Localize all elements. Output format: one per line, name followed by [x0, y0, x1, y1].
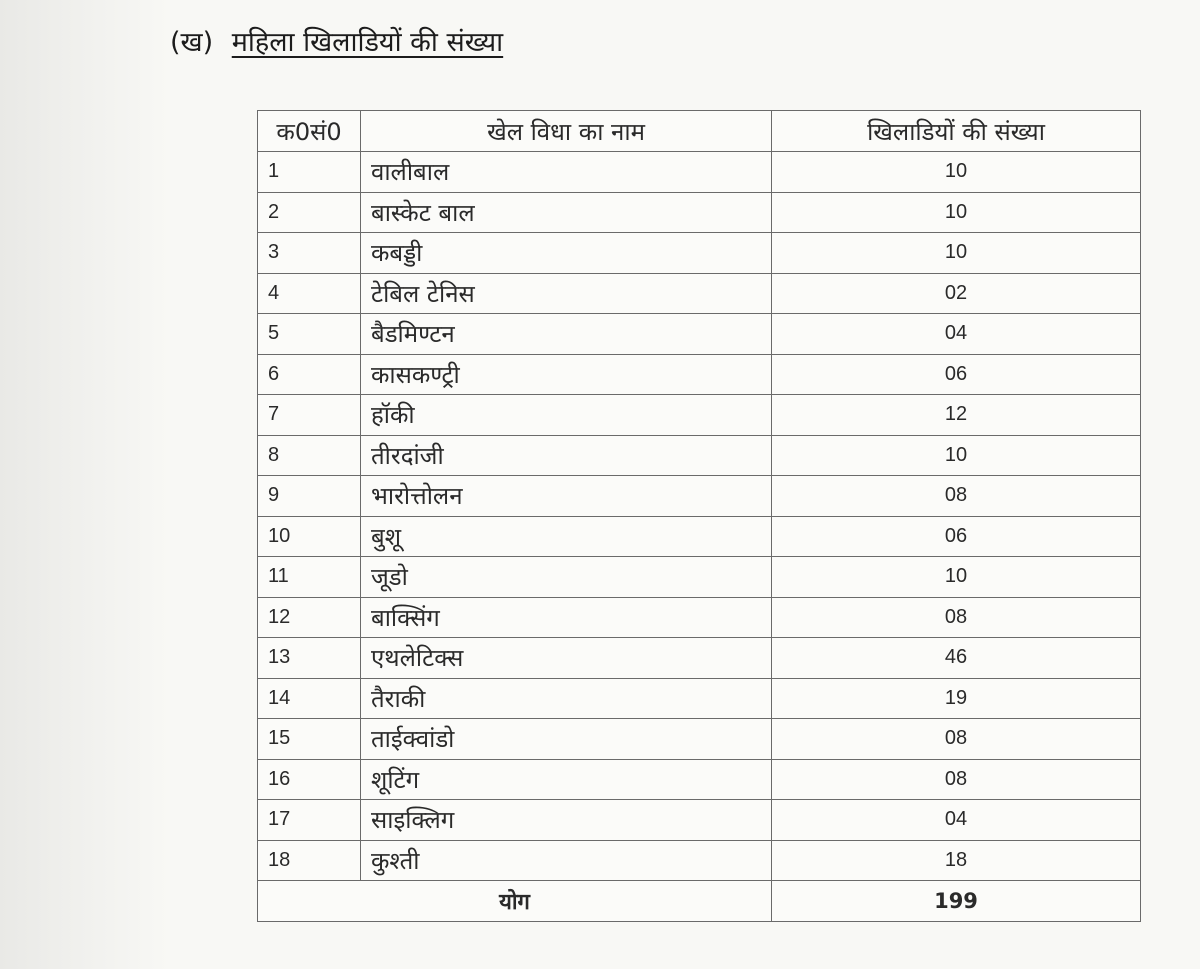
player-count-cell: 08: [772, 719, 1141, 760]
sport-name-cell: ताईक्वांडो: [361, 719, 772, 760]
sport-name-cell: बाक्सिंग: [361, 597, 772, 638]
table-row: [258, 476, 1141, 517]
serial-number-cell: 11: [258, 557, 361, 598]
player-count-cell: 06: [772, 354, 1141, 395]
total-label: योग: [258, 881, 772, 922]
sport-name-cell: टेबिल टेनिस: [361, 273, 772, 314]
table-body: [258, 152, 1141, 881]
sport-name-cell: शूटिंग: [361, 759, 772, 800]
sport-name-cell: जूडो: [361, 557, 772, 598]
women-players-table: [257, 110, 1141, 922]
column-header-sport: खेल विधा का नाम: [361, 111, 772, 152]
serial-number-cell: 17: [258, 800, 361, 841]
serial-number-cell: 18: [258, 840, 361, 881]
table-row: [258, 314, 1141, 355]
player-count-cell: 08: [772, 597, 1141, 638]
table-row: [258, 395, 1141, 436]
player-count-cell: 04: [772, 314, 1141, 355]
table-row: [258, 354, 1141, 395]
serial-number-cell: 2: [258, 192, 361, 233]
player-count-cell: 02: [772, 273, 1141, 314]
table-header-row: [258, 111, 1141, 152]
serial-number-cell: 12: [258, 597, 361, 638]
player-count-cell: 19: [772, 678, 1141, 719]
table-row: [258, 192, 1141, 233]
serial-number-cell: 8: [258, 435, 361, 476]
sport-name-cell: बास्केट बाल: [361, 192, 772, 233]
sport-name-cell: भारोत्तोलन: [361, 476, 772, 517]
sport-name-cell: हॉकी: [361, 395, 772, 436]
table-row: [258, 719, 1141, 760]
sport-name-cell: तैराकी: [361, 678, 772, 719]
sport-name-cell: साइक्लिग: [361, 800, 772, 841]
sport-name-cell: कबड्डी: [361, 233, 772, 274]
table-row: [258, 638, 1141, 679]
sport-name-cell: एथलेटिक्स: [361, 638, 772, 679]
table-row: [258, 597, 1141, 638]
section-label: (ख): [170, 27, 214, 58]
serial-number-cell: 1: [258, 152, 361, 193]
serial-number-cell: 6: [258, 354, 361, 395]
section-heading: [170, 22, 503, 59]
player-count-cell: 12: [772, 395, 1141, 436]
player-count-cell: 08: [772, 476, 1141, 517]
table-row: [258, 233, 1141, 274]
sport-name-cell: बुशू: [361, 516, 772, 557]
serial-number-cell: 5: [258, 314, 361, 355]
player-count-cell: 18: [772, 840, 1141, 881]
serial-number-cell: 14: [258, 678, 361, 719]
player-count-cell: 46: [772, 638, 1141, 679]
column-header-count: खिलाडियों की संख्या: [772, 111, 1141, 152]
table-row: [258, 273, 1141, 314]
serial-number-cell: 13: [258, 638, 361, 679]
table-row: [258, 800, 1141, 841]
serial-number-cell: 9: [258, 476, 361, 517]
table-row: [258, 435, 1141, 476]
sport-name-cell: बैडमिण्टन: [361, 314, 772, 355]
sport-name-cell: तीरदांजी: [361, 435, 772, 476]
table-row: [258, 759, 1141, 800]
total-value: 199: [772, 881, 1141, 922]
serial-number-cell: 10: [258, 516, 361, 557]
player-count-cell: 04: [772, 800, 1141, 841]
serial-number-cell: 4: [258, 273, 361, 314]
table-row: [258, 516, 1141, 557]
total-row: [258, 881, 1141, 922]
player-count-cell: 08: [772, 759, 1141, 800]
player-count-cell: 10: [772, 435, 1141, 476]
table-row: [258, 152, 1141, 193]
section-title: महिला खिलाडियों की संख्या: [231, 27, 504, 58]
sport-name-cell: वालीबाल: [361, 152, 772, 193]
player-count-cell: 10: [772, 233, 1141, 274]
serial-number-cell: 3: [258, 233, 361, 274]
player-count-cell: 10: [772, 557, 1141, 598]
column-header-serial: क0सं0: [258, 111, 361, 152]
player-count-cell: 10: [772, 192, 1141, 233]
serial-number-cell: 7: [258, 395, 361, 436]
table-row: [258, 557, 1141, 598]
sport-name-cell: कुश्ती: [361, 840, 772, 881]
table-row: [258, 678, 1141, 719]
serial-number-cell: 15: [258, 719, 361, 760]
player-count-cell: 10: [772, 152, 1141, 193]
serial-number-cell: 16: [258, 759, 361, 800]
sport-name-cell: कासकण्ट्री: [361, 354, 772, 395]
table-row: [258, 840, 1141, 881]
player-count-cell: 06: [772, 516, 1141, 557]
